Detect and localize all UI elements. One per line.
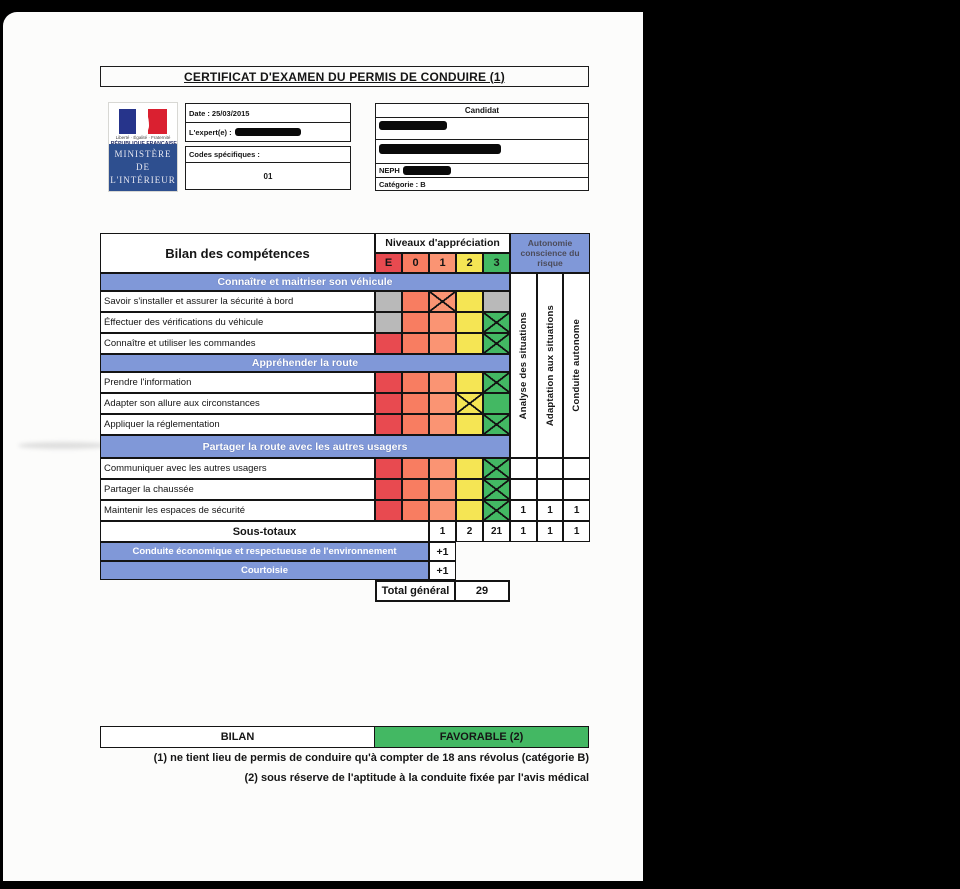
level-cell [375,333,402,354]
level-cell-marked [483,333,510,354]
competence-label: Appliquer la réglementation [100,414,375,435]
level-cell [402,312,429,333]
level-cell [429,312,456,333]
level-cell [402,393,429,414]
level-cell-marked [483,372,510,393]
autonomy-cell [510,458,537,479]
level-cell-marked [483,414,510,435]
levels-header: Niveaux d'appréciation [375,233,510,253]
competence-row [100,312,510,333]
level-cell [456,458,483,479]
neph-label: NEPH [379,166,400,175]
competence-row [100,479,510,500]
table-title: Bilan des compétences [100,233,375,273]
level-cell [402,458,429,479]
level-cell [456,500,483,521]
examiner-row [186,122,350,141]
competence-label: Adapter son allure aux circonstances [100,393,375,414]
autonomy-cell [537,479,564,500]
level-cell [429,372,456,393]
table-header-row [100,233,510,273]
competence-label: Savoir s'installer et assurer la sécurité à bord [100,291,375,312]
candidate-header: Candidat [376,104,588,118]
section-band: Appréhender la route [100,354,510,372]
level-cell [456,333,483,354]
autonomy-row [510,458,590,479]
ministry-name: MINISTÈRE DE L'INTÉRIEUR [109,144,177,191]
bonus-label: Conduite économique et respectueuse de l'environnement [100,542,429,561]
level-header-0: 0 [402,253,429,273]
total-label: Total général [375,580,456,602]
level-cell-marked [483,479,510,500]
certificate-title: CERTIFICAT D'EXAMEN DU PERMIS DE CONDUIRE (1) [184,69,505,84]
level-cell [375,458,402,479]
competence-row [100,372,510,393]
autonomy-column [510,273,537,458]
autonomy-header: Autonomie conscience du risque [510,233,590,273]
level-cell [429,333,456,354]
autonomy-column-label: Analyse des situations [517,311,529,420]
level-cell-marked [456,393,483,414]
bilan-label: BILAN [101,727,375,747]
level-cell [402,500,429,521]
candidate-address-row [376,140,588,164]
section-band: Connaître et maitriser son véhicule [100,273,510,291]
footnote-2: (2) sous réserve de l'aptitude à la conduite fixée par l'avis médical [244,772,589,784]
ministry-logo [108,102,178,192]
level-header-1: 1 [429,253,456,273]
autonomy-column-label: Adaptation aux situations [544,304,556,427]
level-cell [375,393,402,414]
level-cell [375,479,402,500]
specific-codes-box [185,146,351,190]
french-flag-icon [119,109,167,134]
certificate-page [3,12,643,881]
level-cell [456,291,483,312]
level-cell [402,372,429,393]
bonus-row-environment [100,542,510,561]
candidate-name-row [376,118,588,140]
subtotals-label: Sous-totaux [100,521,429,542]
specific-codes-value: 01 [263,172,273,181]
competence-row [100,393,510,414]
level-cell [402,414,429,435]
autonomy-column [563,273,590,458]
subtotal-cell: 21 [483,521,510,542]
autonomy-row [510,500,590,521]
level-cell-marked [483,312,510,333]
autonomy-column [537,273,564,458]
level-cell [429,458,456,479]
competence-label: Prendre l'information [100,372,375,393]
level-cell [429,393,456,414]
bonus-label: Courtoisie [100,561,429,580]
competence-row [100,291,510,312]
autonomy-cell [563,479,590,500]
autonomy-subtotal-cell: 1 [510,521,537,542]
autonomy-cell [537,458,564,479]
redaction-bar [379,144,501,154]
level-cell [375,414,402,435]
autonomy-cell [563,458,590,479]
level-cell [402,479,429,500]
level-cell [402,291,429,312]
bilan-row [100,726,589,748]
level-header-2: 2 [456,253,483,273]
autonomy-cells [510,458,590,542]
level-cell [375,312,402,333]
bonus-value: +1 [429,561,456,580]
level-cell [483,393,510,414]
bilan-result: FAVORABLE (2) [375,727,588,747]
autonomy-column-label: Conduite autonome [571,319,583,412]
competence-label: Connaître et utiliser les commandes [100,333,375,354]
candidate-box [375,103,589,191]
autonomy-subtotal-row [510,521,590,542]
section-band: Partager la route avec les autres usagers [100,435,510,458]
level-cell [402,333,429,354]
autonomy-row [510,479,590,500]
competence-row [100,333,510,354]
autonomy-subtotal-cell: 1 [537,521,564,542]
redaction-bar [379,121,447,130]
level-header-3: 3 [483,253,510,273]
level-headers [375,253,510,273]
candidate-neph-row [376,164,588,178]
autonomy-cell: 1 [537,500,564,521]
level-cell [456,312,483,333]
level-cell [456,479,483,500]
level-cell [429,414,456,435]
exam-info-box [185,103,351,142]
competence-row [100,500,510,521]
total-value: 29 [456,580,510,602]
competence-label: Partager la chaussée [100,479,375,500]
scan-edge-artifact [3,0,14,7]
level-cell [429,479,456,500]
autonomy-cell [510,479,537,500]
level-cell-marked [429,291,456,312]
autonomy-columns [510,273,590,458]
competence-label: Communiquer avec les autres usagers [100,458,375,479]
examiner-label: L'expert(e) : [189,127,232,137]
autonomy-cell: 1 [563,500,590,521]
level-header-E: E [375,253,402,273]
competence-table [100,233,590,602]
scan-smear-artifact [18,442,108,449]
competence-table-left [100,233,510,602]
certificate-title-box [100,66,589,87]
level-cell [375,500,402,521]
total-row [100,580,510,602]
level-cell [456,372,483,393]
bonus-value: +1 [429,542,456,561]
level-cell [429,500,456,521]
competence-label: Éffectuer des vérifications du véhicule [100,312,375,333]
level-cell-marked [483,458,510,479]
level-cell [375,372,402,393]
competence-row [100,458,510,479]
subtotal-cell: 1 [429,521,456,542]
subtotal-cell: 2 [456,521,483,542]
level-cell [375,291,402,312]
republic-motto: Liberté · Égalité · Fraternité [115,135,171,141]
level-cell [483,291,510,312]
footnote-1: (1) ne tient lieu de permis de conduire qu'à compter de 18 ans révolus (catégorie B) [153,752,589,764]
autonomy-subtotal-cell: 1 [563,521,590,542]
competence-row [100,414,510,435]
autonomy-region [510,233,590,542]
subtotals-row [100,521,510,542]
specific-codes-label: Codes spécifiques : [186,147,350,163]
bonus-row-courtesy [100,561,510,580]
level-cell-marked [483,500,510,521]
competence-label: Maintenir les espaces de sécurité [100,500,375,521]
exam-date: Date : 25/03/2015 [189,108,250,118]
level-cell [456,414,483,435]
redaction-bar [235,128,301,136]
redaction-bar [403,166,451,175]
competence-rows [100,273,510,521]
autonomy-cell: 1 [510,500,537,521]
candidate-category: Catégorie : B [379,180,426,189]
